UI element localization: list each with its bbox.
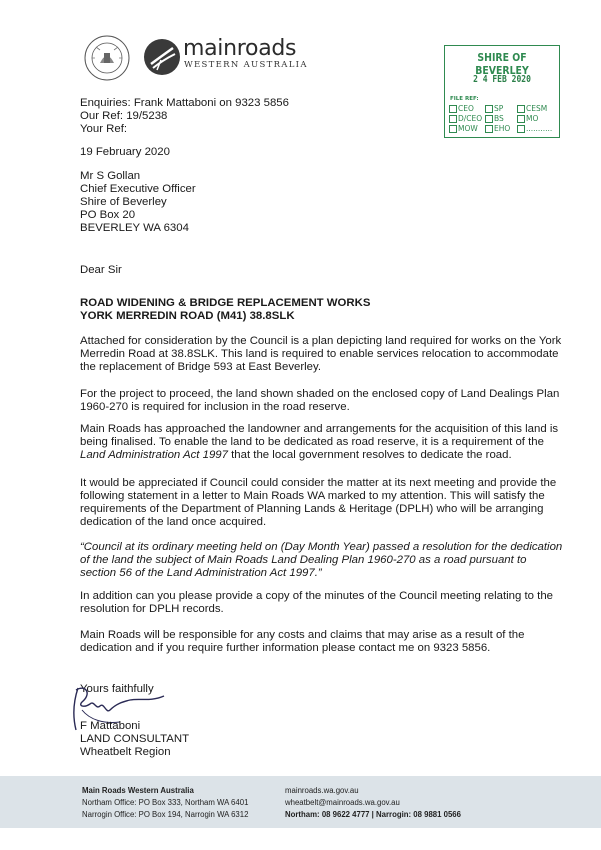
address-line: BEVERLEY WA 6304 xyxy=(80,222,189,234)
paragraph-line: of the land the subject of Main Roads Land Dealing Plan 1960-270 as a road pursuant to xyxy=(80,554,527,566)
subject-heading xyxy=(80,297,370,323)
paragraph-line: the replacement of Bridge 593 at East Beverley. xyxy=(80,361,322,373)
address-line: Shire of Beverley xyxy=(80,196,167,208)
paragraph-line: resolution for DPLH records. xyxy=(80,603,224,615)
stamp-box: ........... xyxy=(517,124,557,133)
footer-email: wheatbelt@mainroads.wa.gov.au xyxy=(285,798,400,807)
resolution-statement xyxy=(80,541,563,580)
stamp-date: 2 4 FEB 2020 xyxy=(473,74,531,85)
stamp-box: MOW xyxy=(449,124,485,133)
paragraph-6 xyxy=(80,590,554,616)
stamp-title: SHIRE OF BEVERLEY xyxy=(475,51,529,77)
paragraph-2 xyxy=(80,388,560,414)
signer-title: LAND CONSULTANT xyxy=(80,733,190,745)
signer-block xyxy=(80,720,189,759)
footer-website: mainroads.wa.gov.au xyxy=(285,786,359,795)
brand-name: mainroads xyxy=(183,36,297,61)
footer-org: Main Roads Western Australia xyxy=(82,786,194,795)
signer-name: F Mattaboni xyxy=(80,720,141,732)
our-ref-line: Our Ref: 19/5238 xyxy=(80,110,168,122)
paragraph-line xyxy=(80,449,550,462)
your-ref-line: Your Ref: xyxy=(80,123,128,135)
paragraph-line: In addition can you please provide a copy of the minutes of the Council meeting relating to the xyxy=(80,590,554,602)
paragraph-line: Main Roads has approached the landowner and arrangements for the acquisition of this land is xyxy=(80,423,559,435)
mainroads-logo-icon xyxy=(143,38,181,76)
paragraph-line: Main Roads will be responsible for any costs and claims that may arise as a result of the xyxy=(80,629,525,641)
subject-line: ROAD WIDENING & BRIDGE REPLACEMENT WORKS xyxy=(80,297,371,309)
address-line: PO Box 20 xyxy=(80,209,136,221)
paragraph-1 xyxy=(80,335,562,374)
paragraph-line: requirements of the Department of Planning Lands & Heritage (DPLH) who will be arranging xyxy=(80,503,544,515)
reference-block xyxy=(80,97,289,136)
footer-contacts xyxy=(285,785,461,821)
enquiries-line: Enquiries: Frank Mattaboni on 9323 5856 xyxy=(80,97,289,109)
closing: Yours faithfully xyxy=(80,683,154,695)
letter-date: 19 February 2020 xyxy=(80,146,170,158)
stamp-box: CEO xyxy=(449,104,485,113)
stamp-box: BS xyxy=(485,114,517,123)
paragraph-4 xyxy=(80,477,557,529)
footer-northam-office: Northam Office: PO Box 333, Northam WA 6401 xyxy=(82,798,249,807)
stamp-box: SP xyxy=(485,104,517,113)
paragraph-line: section 56 of the Land Administration Act 1997.” xyxy=(80,567,322,579)
paragraph-line: Merredin Road at 38.8SLK. This land is required to enable services relocation to accommodate xyxy=(80,348,559,360)
received-stamp xyxy=(444,45,560,138)
paragraph-line: It would be appreciated if Council could consider the matter at its next meeting and provide the xyxy=(80,477,557,489)
paragraph-3 xyxy=(80,423,559,462)
stamp-box: CESM xyxy=(517,104,557,113)
paragraph-line: For the project to proceed, the land shown shaded on the enclosed copy of Land Dealings Plan xyxy=(80,388,560,400)
paragraph-line: following statement in a letter to Main Roads WA marked to my attention. This will satisfy the xyxy=(80,490,545,502)
paragraph-7 xyxy=(80,629,550,655)
stamp-box: MO xyxy=(517,114,557,123)
paragraph-line: dedication of the land once acquired. xyxy=(80,516,267,528)
act-title: Land Administration Act 1997 xyxy=(80,449,228,461)
paragraph-line: 1960-270 is required for inclusion in the road reserve. xyxy=(80,401,350,413)
stamp-box: D/CEO xyxy=(449,114,485,123)
stamp-checkbox-grid xyxy=(449,104,557,133)
recipient-address xyxy=(80,170,196,235)
footer-phones: Northam: 08 9622 4777 | Narrogin: 08 9881 0566 xyxy=(285,810,461,819)
paragraph-line: dedication and if you require further information please contact me on 9323 5856. xyxy=(80,642,491,654)
footer-narrogin-office: Narrogin Office: PO Box 194, Narrogin WA 6312 xyxy=(82,810,249,819)
salutation: Dear Sir xyxy=(80,264,122,276)
footer-offices xyxy=(82,785,248,821)
government-crest-logo xyxy=(84,35,130,81)
signer-region: Wheatbelt Region xyxy=(80,746,171,758)
paragraph-tail: that the local government resolves to dedicate the road. xyxy=(227,449,512,461)
stamp-file-ref: FILE REF: xyxy=(450,96,479,102)
paragraph-line: Attached for consideration by the Council is a plan depicting land required for works on the York xyxy=(80,335,562,347)
paragraph-line: “Council at its ordinary meeting held on (Day Month Year) passed a resolution for the dedication xyxy=(80,541,563,553)
stamp-box: EHO xyxy=(485,124,517,133)
footer-band xyxy=(0,776,601,828)
address-line: Mr S Gollan xyxy=(80,170,141,182)
paragraph-line: being finalised. To enable the land to be dedicated as road reserve, it is a requirement of the xyxy=(80,436,544,448)
subject-line: YORK MERREDIN ROAD (M41) 38.8SLK xyxy=(80,310,295,322)
address-line: Chief Executive Officer xyxy=(80,183,196,195)
brand-subtitle: WESTERN AUSTRALIA xyxy=(184,60,308,70)
